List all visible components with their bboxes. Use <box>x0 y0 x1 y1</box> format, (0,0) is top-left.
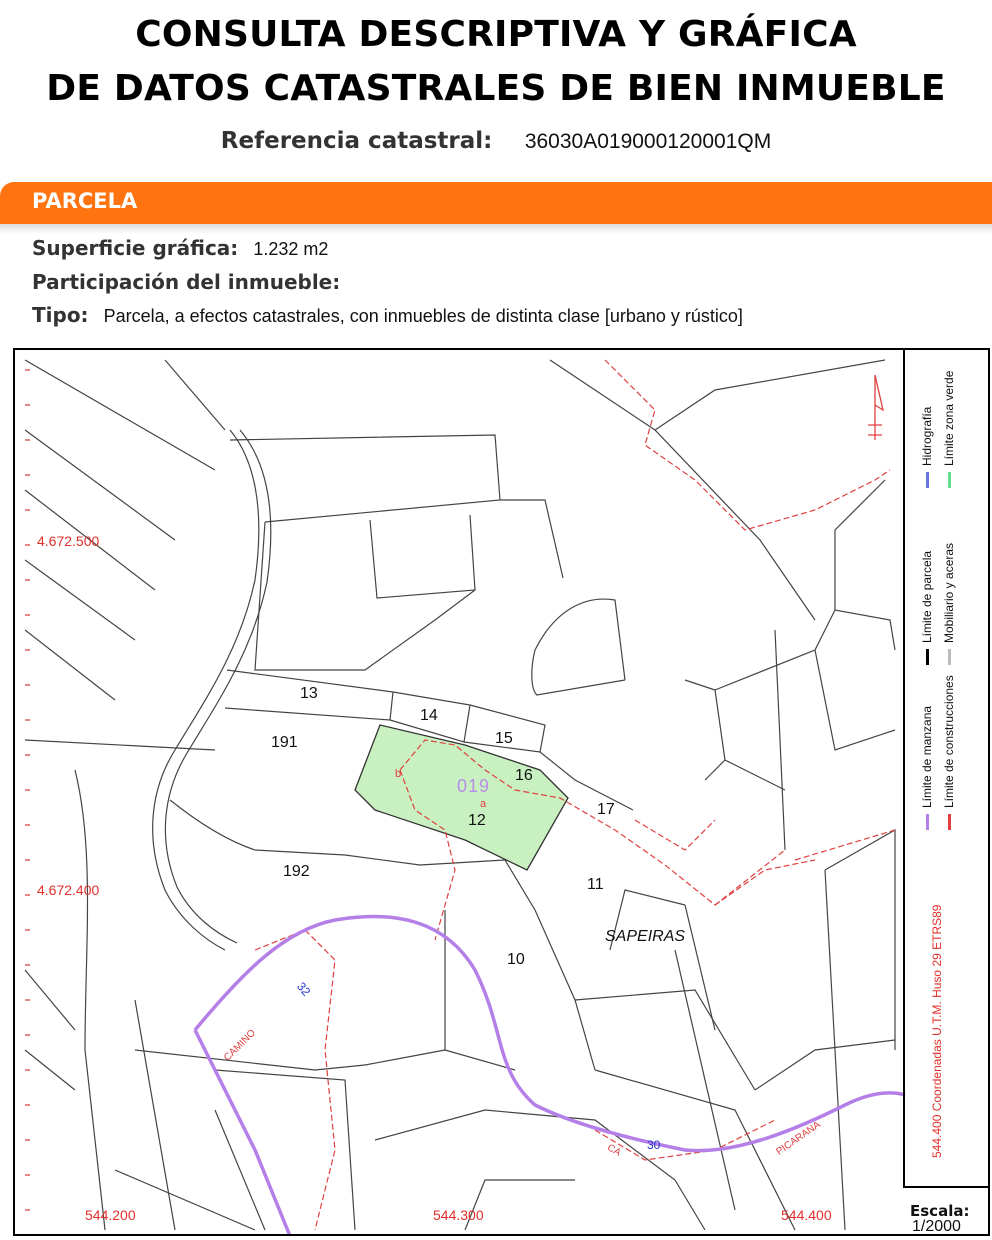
road-name: PICARANA <box>774 1119 823 1158</box>
legend-col3b: Límite zona verde <box>942 371 956 488</box>
cadastral-map[interactable] <box>13 348 990 1236</box>
parcel-15[interactable]: 15 <box>495 730 513 747</box>
parcel-14[interactable]: 14 <box>420 707 438 724</box>
superficie-value: 1.232 m2 <box>253 239 329 259</box>
ref-label: Referencia catastral: <box>220 128 493 154</box>
coord-y-2: 4.672.400 <box>37 882 100 898</box>
scale-label: Escala: <box>910 1202 970 1220</box>
subparcel-a: a <box>480 798 487 810</box>
parcel-192[interactable]: 192 <box>283 863 310 880</box>
legend-divider <box>903 350 905 1186</box>
parcel-17[interactable]: 17 <box>597 801 615 818</box>
legend-scale-divider <box>903 1186 990 1188</box>
place-name: SAPEIRAS <box>605 928 686 945</box>
parcel-10[interactable]: 10 <box>507 951 525 968</box>
section-header <box>0 182 992 224</box>
parcel-191[interactable]: 191 <box>271 734 298 751</box>
manzana-label: 019 <box>457 776 491 796</box>
document-title-line2: DE DATOS CATASTRALES DE BIEN INMUEBLE <box>46 68 946 109</box>
parcel-11[interactable]: 11 <box>587 876 604 893</box>
map-drawing <box>15 350 990 1236</box>
tipo-label: Tipo: <box>32 303 89 327</box>
coord-system: 544.400 Coordenadas U.T.M. Huso 29 ETRS89 <box>930 904 944 1158</box>
participacion-label: Participación del inmueble: <box>32 270 341 294</box>
cadastral-reference <box>0 128 992 154</box>
road-fragment: CA <box>605 1142 623 1159</box>
legend-col3: Hidrografía <box>920 407 934 488</box>
section-divider <box>0 224 992 234</box>
coord-x-3: 544.400 <box>781 1207 832 1223</box>
parcel-13[interactable]: 13 <box>300 685 318 702</box>
legend-col1: Límite de manzana <box>920 706 934 830</box>
coord-x-1: 544.200 <box>85 1207 136 1223</box>
superficie-label: Superficie gráfica: <box>32 236 239 260</box>
ref-value: 36030A019000120001QM <box>524 130 772 153</box>
coord-x-2: 544.300 <box>433 1207 484 1223</box>
coord-y-1: 4.672.500 <box>37 533 100 549</box>
scale-value: 1/2000 <box>912 1218 961 1235</box>
document-title-line1: CONSULTA DESCRIPTIVA Y GRÁFICA <box>135 14 857 55</box>
tipo-value: Parcela, a efectos catastrales, con inmuebles de distinta clase [urbano y rústico] <box>103 306 743 326</box>
section-title: PARCELA <box>32 189 138 213</box>
field-participacion <box>32 270 340 294</box>
subparcel-b: b <box>395 768 402 780</box>
road-number-32: 32 <box>294 979 314 999</box>
legend-col2: Límite de parcela <box>920 551 934 665</box>
field-tipo <box>32 303 743 327</box>
parcel-16[interactable]: 16 <box>515 767 533 784</box>
field-superficie <box>32 236 328 260</box>
legend-col1b: Límite de construcciones <box>942 675 956 830</box>
parcel-12[interactable]: 12 <box>468 812 486 829</box>
road-number-30: 30 <box>647 1138 661 1152</box>
legend-col2b: Mobiliario y aceras <box>942 543 956 665</box>
camino-label: CAMINO <box>221 1027 259 1064</box>
